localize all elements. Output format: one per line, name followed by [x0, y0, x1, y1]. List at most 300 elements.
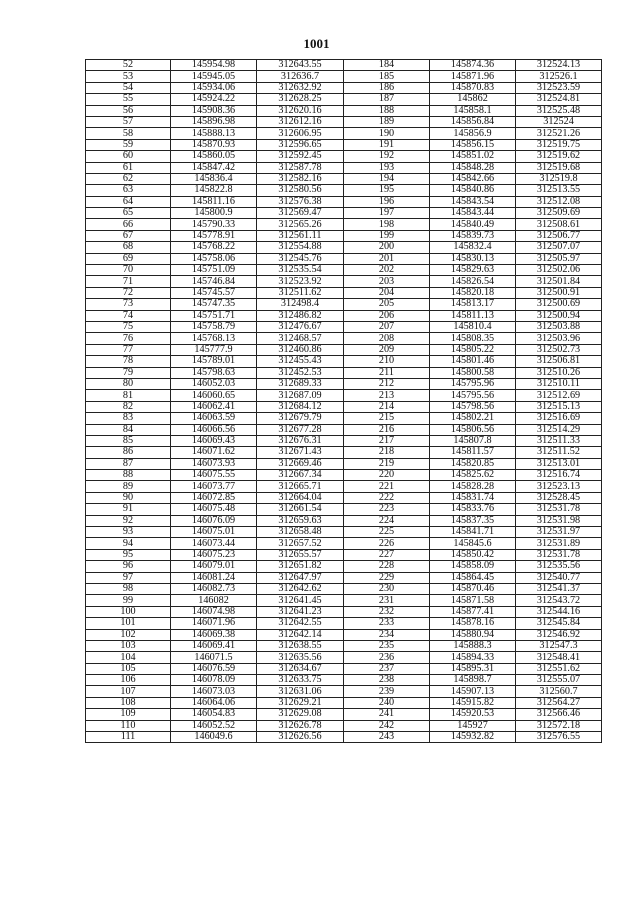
x-coordinate-cell: 145825.62: [430, 470, 516, 481]
point-number-cell: 188: [344, 105, 430, 116]
point-number-cell: 79: [86, 367, 171, 378]
y-coordinate-cell: 312566.46: [516, 709, 602, 720]
x-coordinate-cell: 145820.85: [430, 458, 516, 469]
y-coordinate-cell: 312486.82: [257, 310, 344, 321]
y-coordinate-cell: 312620.16: [257, 105, 344, 116]
y-coordinate-cell: 312468.57: [257, 333, 344, 344]
y-coordinate-cell: 312503.88: [516, 321, 602, 332]
point-number-cell: 73: [86, 299, 171, 310]
point-number-cell: 192: [344, 151, 430, 162]
x-coordinate-cell: 145837.35: [430, 515, 516, 526]
point-number-cell: 187: [344, 94, 430, 105]
point-number-cell: 72: [86, 287, 171, 298]
x-coordinate-cell: 146073.77: [171, 481, 257, 492]
point-number-cell: 213: [344, 390, 430, 401]
x-coordinate-cell: 145932.82: [430, 732, 516, 743]
x-coordinate-cell: 145858.09: [430, 561, 516, 572]
point-number-cell: 100: [86, 606, 171, 617]
table-row: [86, 686, 602, 697]
table-row: [86, 629, 602, 640]
y-coordinate-cell: 312642.14: [257, 629, 344, 640]
page-number: 1001: [303, 36, 330, 51]
point-number-cell: 205: [344, 299, 430, 310]
point-number-cell: 91: [86, 504, 171, 515]
x-coordinate-cell: 145777.9: [171, 344, 257, 355]
x-coordinate-cell: 145758.79: [171, 321, 257, 332]
x-coordinate-cell: 145813.17: [430, 299, 516, 310]
x-coordinate-cell: 145856.9: [430, 128, 516, 139]
y-coordinate-cell: 312544.16: [516, 606, 602, 617]
point-number-cell: 90: [86, 492, 171, 503]
x-coordinate-cell: 146060.65: [171, 390, 257, 401]
table-row: [86, 709, 602, 720]
point-number-cell: 209: [344, 344, 430, 355]
x-coordinate-cell: 146069.41: [171, 640, 257, 651]
y-coordinate-cell: 312535.56: [516, 561, 602, 572]
y-coordinate-cell: 312560.7: [516, 686, 602, 697]
point-number-cell: 225: [344, 527, 430, 538]
point-number-cell: 64: [86, 196, 171, 207]
point-number-cell: 111: [86, 732, 171, 743]
point-number-cell: 217: [344, 435, 430, 446]
x-coordinate-cell: 145830.13: [430, 253, 516, 264]
point-number-cell: 93: [86, 527, 171, 538]
table-row: [86, 572, 602, 583]
y-coordinate-cell: 312576.38: [257, 196, 344, 207]
y-coordinate-cell: 312515.13: [516, 401, 602, 412]
x-coordinate-cell: 145860.05: [171, 151, 257, 162]
x-coordinate-cell: 145840.86: [430, 185, 516, 196]
y-coordinate-cell: 312541.37: [516, 583, 602, 594]
point-number-cell: 231: [344, 595, 430, 606]
table-row: [86, 128, 602, 139]
x-coordinate-cell: 145864.45: [430, 572, 516, 583]
x-coordinate-cell: 146075.23: [171, 549, 257, 560]
x-coordinate-cell: 145795.56: [430, 390, 516, 401]
y-coordinate-cell: 312502.06: [516, 265, 602, 276]
table-row: [86, 618, 602, 629]
y-coordinate-cell: 312505.97: [516, 253, 602, 264]
table-row: [86, 481, 602, 492]
table-row: [86, 675, 602, 686]
table-row: [86, 583, 602, 594]
point-number-cell: 229: [344, 572, 430, 583]
table-row: [86, 367, 602, 378]
x-coordinate-cell: 145789.01: [171, 356, 257, 367]
x-coordinate-cell: 145758.06: [171, 253, 257, 264]
point-number-cell: 228: [344, 561, 430, 572]
point-number-cell: 84: [86, 424, 171, 435]
x-coordinate-cell: 145790.33: [171, 219, 257, 230]
point-number-cell: 89: [86, 481, 171, 492]
y-coordinate-cell: 312569.47: [257, 208, 344, 219]
x-coordinate-cell: 145907.13: [430, 686, 516, 697]
x-coordinate-cell: 145874.36: [430, 60, 516, 71]
table-row: [86, 185, 602, 196]
table-row: [86, 105, 602, 116]
table-row: [86, 492, 602, 503]
y-coordinate-cell: 312551.62: [516, 663, 602, 674]
y-coordinate-cell: 312519.62: [516, 151, 602, 162]
x-coordinate-cell: 145878.16: [430, 618, 516, 629]
x-coordinate-cell: 145856.15: [430, 139, 516, 150]
table-row: [86, 253, 602, 264]
point-number-cell: 102: [86, 629, 171, 640]
table-row: [86, 549, 602, 560]
y-coordinate-cell: 312642.55: [257, 618, 344, 629]
point-number-cell: 87: [86, 458, 171, 469]
x-coordinate-cell: 146049.6: [171, 732, 257, 743]
x-coordinate-cell: 146063.59: [171, 413, 257, 424]
y-coordinate-cell: 312535.54: [257, 265, 344, 276]
point-number-cell: 206: [344, 310, 430, 321]
y-coordinate-cell: 312460.86: [257, 344, 344, 355]
x-coordinate-cell: 145870.83: [430, 82, 516, 93]
point-number-cell: 54: [86, 82, 171, 93]
y-coordinate-cell: 312531.78: [516, 504, 602, 515]
point-number-cell: 202: [344, 265, 430, 276]
y-coordinate-cell: 312633.75: [257, 675, 344, 686]
x-coordinate-cell: 146079.01: [171, 561, 257, 572]
x-coordinate-cell: 145795.96: [430, 378, 516, 389]
x-coordinate-cell: 145808.35: [430, 333, 516, 344]
point-number-cell: 101: [86, 618, 171, 629]
table-row: [86, 242, 602, 253]
x-coordinate-cell: 146078.09: [171, 675, 257, 686]
y-coordinate-cell: 312689.33: [257, 378, 344, 389]
table-row: [86, 640, 602, 651]
x-coordinate-cell: 145888.13: [171, 128, 257, 139]
x-coordinate-cell: 145832.4: [430, 242, 516, 253]
table-row: [86, 527, 602, 538]
table-row: [86, 390, 602, 401]
y-coordinate-cell: 312651.82: [257, 561, 344, 572]
x-coordinate-cell: 146069.43: [171, 435, 257, 446]
point-number-cell: 221: [344, 481, 430, 492]
table-row: [86, 310, 602, 321]
y-coordinate-cell: 312638.55: [257, 640, 344, 651]
point-number-cell: 195: [344, 185, 430, 196]
point-number-cell: 65: [86, 208, 171, 219]
y-coordinate-cell: 312500.91: [516, 287, 602, 298]
table-row: [86, 82, 602, 93]
table-row: [86, 652, 602, 663]
x-coordinate-cell: 145954.98: [171, 60, 257, 71]
point-number-cell: 107: [86, 686, 171, 697]
table-row: [86, 196, 602, 207]
x-coordinate-cell: 146071.62: [171, 447, 257, 458]
point-number-cell: 199: [344, 230, 430, 241]
point-number-cell: 67: [86, 230, 171, 241]
point-number-cell: 223: [344, 504, 430, 515]
x-coordinate-cell: 146052.03: [171, 378, 257, 389]
point-number-cell: 70: [86, 265, 171, 276]
y-coordinate-cell: 312508.61: [516, 219, 602, 230]
x-coordinate-cell: 145811.57: [430, 447, 516, 458]
y-coordinate-cell: 312582.16: [257, 173, 344, 184]
x-coordinate-cell: 145822.8: [171, 185, 257, 196]
y-coordinate-cell: 312661.54: [257, 504, 344, 515]
x-coordinate-cell: 145877.41: [430, 606, 516, 617]
point-number-cell: 197: [344, 208, 430, 219]
y-coordinate-cell: 312523.59: [516, 82, 602, 93]
table-row: [86, 447, 602, 458]
point-number-cell: 204: [344, 287, 430, 298]
table-row: [86, 561, 602, 572]
point-number-cell: 193: [344, 162, 430, 173]
y-coordinate-cell: 312548.41: [516, 652, 602, 663]
x-coordinate-cell: 145802.21: [430, 413, 516, 424]
x-coordinate-cell: 146064.06: [171, 697, 257, 708]
point-number-cell: 200: [344, 242, 430, 253]
y-coordinate-cell: 312684.12: [257, 401, 344, 412]
table-row: [86, 219, 602, 230]
y-coordinate-cell: 312687.09: [257, 390, 344, 401]
x-coordinate-cell: 146075.48: [171, 504, 257, 515]
y-coordinate-cell: 312555.07: [516, 675, 602, 686]
x-coordinate-cell: 146054.83: [171, 709, 257, 720]
point-number-cell: 191: [344, 139, 430, 150]
point-number-cell: 76: [86, 333, 171, 344]
y-coordinate-cell: 312510.26: [516, 367, 602, 378]
x-coordinate-cell: 145801.46: [430, 356, 516, 367]
y-coordinate-cell: 312554.88: [257, 242, 344, 253]
x-coordinate-cell: 145768.13: [171, 333, 257, 344]
point-number-cell: 226: [344, 538, 430, 549]
y-coordinate-cell: 312626.56: [257, 732, 344, 743]
y-coordinate-cell: 312519.8: [516, 173, 602, 184]
x-coordinate-cell: 145843.54: [430, 196, 516, 207]
table-row: [86, 515, 602, 526]
point-number-cell: 58: [86, 128, 171, 139]
point-number-cell: 224: [344, 515, 430, 526]
y-coordinate-cell: 312523.92: [257, 276, 344, 287]
table-row: [86, 265, 602, 276]
y-coordinate-cell: 312501.84: [516, 276, 602, 287]
y-coordinate-cell: 312667.34: [257, 470, 344, 481]
y-coordinate-cell: 312524.81: [516, 94, 602, 105]
point-number-cell: 185: [344, 71, 430, 82]
x-coordinate-cell: 146082: [171, 595, 257, 606]
y-coordinate-cell: 312572.18: [516, 720, 602, 731]
x-coordinate-cell: 145908.36: [171, 105, 257, 116]
y-coordinate-cell: 312655.57: [257, 549, 344, 560]
point-number-cell: 104: [86, 652, 171, 663]
x-coordinate-cell: 146082.73: [171, 583, 257, 594]
x-coordinate-cell: 145798.56: [430, 401, 516, 412]
point-number-cell: 83: [86, 413, 171, 424]
y-coordinate-cell: 312657.52: [257, 538, 344, 549]
x-coordinate-cell: 145898.7: [430, 675, 516, 686]
y-coordinate-cell: 312634.67: [257, 663, 344, 674]
y-coordinate-cell: 312500.69: [516, 299, 602, 310]
y-coordinate-cell: 312506.81: [516, 356, 602, 367]
point-number-cell: 239: [344, 686, 430, 697]
point-number-cell: 243: [344, 732, 430, 743]
x-coordinate-cell: 145858.1: [430, 105, 516, 116]
y-coordinate-cell: 312671.43: [257, 447, 344, 458]
table-row: [86, 413, 602, 424]
point-number-cell: 66: [86, 219, 171, 230]
point-number-cell: 60: [86, 151, 171, 162]
point-number-cell: 240: [344, 697, 430, 708]
x-coordinate-cell: 145836.4: [171, 173, 257, 184]
x-coordinate-cell: 145800.9: [171, 208, 257, 219]
y-coordinate-cell: 312516.74: [516, 470, 602, 481]
y-coordinate-cell: 312511.33: [516, 435, 602, 446]
table-row: [86, 173, 602, 184]
y-coordinate-cell: 312658.48: [257, 527, 344, 538]
x-coordinate-cell: 145839.73: [430, 230, 516, 241]
point-number-cell: 189: [344, 116, 430, 127]
y-coordinate-cell: 312516.69: [516, 413, 602, 424]
y-coordinate-cell: 312523.13: [516, 481, 602, 492]
x-coordinate-cell: 145807.8: [430, 435, 516, 446]
x-coordinate-cell: 146073.44: [171, 538, 257, 549]
point-number-cell: 109: [86, 709, 171, 720]
table-row: [86, 287, 602, 298]
point-number-cell: 184: [344, 60, 430, 71]
table-row: [86, 356, 602, 367]
x-coordinate-cell: 145806.56: [430, 424, 516, 435]
y-coordinate-cell: 312592.45: [257, 151, 344, 162]
x-coordinate-cell: 145894.33: [430, 652, 516, 663]
point-number-cell: 201: [344, 253, 430, 264]
point-number-cell: 94: [86, 538, 171, 549]
point-number-cell: 238: [344, 675, 430, 686]
y-coordinate-cell: 312503.96: [516, 333, 602, 344]
table-row: [86, 606, 602, 617]
x-coordinate-cell: 145833.76: [430, 504, 516, 515]
y-coordinate-cell: 312580.56: [257, 185, 344, 196]
x-coordinate-cell: 146071.5: [171, 652, 257, 663]
y-coordinate-cell: 312452.53: [257, 367, 344, 378]
point-number-cell: 97: [86, 572, 171, 583]
y-coordinate-cell: 312643.55: [257, 60, 344, 71]
point-number-cell: 71: [86, 276, 171, 287]
table-row: [86, 720, 602, 731]
y-coordinate-cell: 312526.1: [516, 71, 602, 82]
y-coordinate-cell: 312561.11: [257, 230, 344, 241]
x-coordinate-cell: 145934.06: [171, 82, 257, 93]
point-number-cell: 74: [86, 310, 171, 321]
point-number-cell: 96: [86, 561, 171, 572]
y-coordinate-cell: 312669.46: [257, 458, 344, 469]
x-coordinate-cell: 145870.46: [430, 583, 516, 594]
point-number-cell: 196: [344, 196, 430, 207]
y-coordinate-cell: 312664.04: [257, 492, 344, 503]
x-coordinate-cell: 145871.96: [430, 71, 516, 82]
y-coordinate-cell: 312531.97: [516, 527, 602, 538]
table-row: [86, 435, 602, 446]
x-coordinate-cell: 145895.31: [430, 663, 516, 674]
y-coordinate-cell: 312519.68: [516, 162, 602, 173]
y-coordinate-cell: 312519.75: [516, 139, 602, 150]
point-number-cell: 227: [344, 549, 430, 560]
y-coordinate-cell: 312511.52: [516, 447, 602, 458]
y-coordinate-cell: 312506.77: [516, 230, 602, 241]
y-coordinate-cell: 312545.76: [257, 253, 344, 264]
x-coordinate-cell: 145829.63: [430, 265, 516, 276]
table-row: [86, 732, 602, 743]
y-coordinate-cell: 312679.79: [257, 413, 344, 424]
point-number-cell: 103: [86, 640, 171, 651]
point-number-cell: 57: [86, 116, 171, 127]
x-coordinate-cell: 146073.93: [171, 458, 257, 469]
x-coordinate-cell: 145845.6: [430, 538, 516, 549]
x-coordinate-cell: 146076.59: [171, 663, 257, 674]
y-coordinate-cell: 312502.73: [516, 344, 602, 355]
table-row: [86, 162, 602, 173]
x-coordinate-cell: 146073.03: [171, 686, 257, 697]
point-number-cell: 207: [344, 321, 430, 332]
point-number-cell: 186: [344, 82, 430, 93]
x-coordinate-cell: 145850.42: [430, 549, 516, 560]
point-number-cell: 62: [86, 173, 171, 184]
y-coordinate-cell: 312507.07: [516, 242, 602, 253]
y-coordinate-cell: 312629.21: [257, 697, 344, 708]
point-number-cell: 99: [86, 595, 171, 606]
point-number-cell: 88: [86, 470, 171, 481]
y-coordinate-cell: 312547.3: [516, 640, 602, 651]
point-number-cell: 95: [86, 549, 171, 560]
y-coordinate-cell: 312628.25: [257, 94, 344, 105]
point-number-cell: 105: [86, 663, 171, 674]
y-coordinate-cell: 312513.01: [516, 458, 602, 469]
y-coordinate-cell: 312455.43: [257, 356, 344, 367]
table-row: [86, 299, 602, 310]
table-row: [86, 116, 602, 127]
y-coordinate-cell: 312677.28: [257, 424, 344, 435]
point-number-cell: 237: [344, 663, 430, 674]
y-coordinate-cell: 312647.97: [257, 572, 344, 583]
x-coordinate-cell: 145820.18: [430, 287, 516, 298]
x-coordinate-cell: 146075.55: [171, 470, 257, 481]
y-coordinate-cell: 312641.23: [257, 606, 344, 617]
table-row: [86, 276, 602, 287]
table-row: [86, 321, 602, 332]
y-coordinate-cell: 312510.11: [516, 378, 602, 389]
y-coordinate-cell: 312659.63: [257, 515, 344, 526]
y-coordinate-cell: 312513.55: [516, 185, 602, 196]
y-coordinate-cell: 312514.29: [516, 424, 602, 435]
table-row: [86, 401, 602, 412]
x-coordinate-cell: 145840.49: [430, 219, 516, 230]
y-coordinate-cell: 312531.78: [516, 549, 602, 560]
y-coordinate-cell: 312509.69: [516, 208, 602, 219]
x-coordinate-cell: 145805.22: [430, 344, 516, 355]
table-row: [86, 424, 602, 435]
y-coordinate-cell: 312636.7: [257, 71, 344, 82]
point-number-cell: 63: [86, 185, 171, 196]
x-coordinate-cell: 145851.02: [430, 151, 516, 162]
point-number-cell: 85: [86, 435, 171, 446]
point-number-cell: 242: [344, 720, 430, 731]
table-row: [86, 504, 602, 515]
point-number-cell: 219: [344, 458, 430, 469]
x-coordinate-cell: 146071.96: [171, 618, 257, 629]
x-coordinate-cell: 145745.57: [171, 287, 257, 298]
table-row: [86, 470, 602, 481]
table-row: [86, 333, 602, 344]
coordinates-table-body: [86, 60, 602, 743]
x-coordinate-cell: 145768.22: [171, 242, 257, 253]
y-coordinate-cell: 312576.55: [516, 732, 602, 743]
point-number-cell: 210: [344, 356, 430, 367]
table-row: [86, 71, 602, 82]
x-coordinate-cell: 146076.09: [171, 515, 257, 526]
x-coordinate-cell: 145862: [430, 94, 516, 105]
